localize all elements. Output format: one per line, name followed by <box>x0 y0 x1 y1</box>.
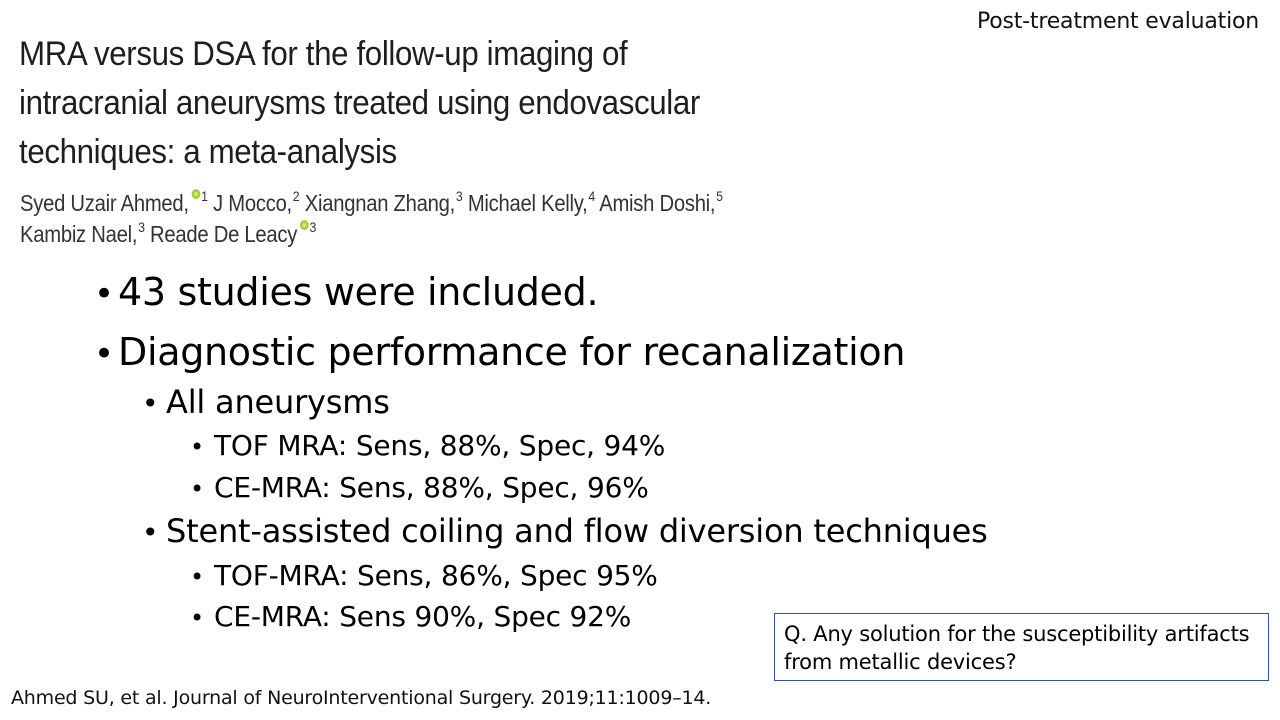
paper-title-line: techniques: a meta-analysis <box>19 133 397 171</box>
orcid-icon <box>300 220 309 230</box>
question-line: Q. Any solution for the susceptibility artifacts <box>784 622 1250 646</box>
bullet-dot: • <box>190 563 204 591</box>
question-line: from metallic devices? <box>784 650 1017 674</box>
question-box <box>774 613 1269 681</box>
author-line <box>20 188 723 219</box>
bullet-dot: • <box>94 334 114 374</box>
bullet-stent-ce <box>190 600 631 633</box>
bullet-text: CE-MRA: Sens 90%, Spec 92% <box>214 600 632 633</box>
bullet-text: Diagnostic performance for recanalization <box>118 330 906 374</box>
bullet-dot: • <box>94 274 114 314</box>
bullet-dot: • <box>190 433 204 461</box>
author-affiliation: 5 <box>716 188 723 204</box>
author-name: Michael Kelly, <box>467 190 588 216</box>
author-affiliation: 2 <box>292 188 300 204</box>
author-affiliation: 3 <box>309 219 317 235</box>
orcid-icon <box>191 189 200 199</box>
author-name: Kambiz Nael, <box>20 221 138 247</box>
bullet-studies <box>94 270 598 314</box>
author-affiliation: 1 <box>201 188 208 204</box>
bullet-performance <box>94 330 905 374</box>
paper-title-line: MRA versus DSA for the follow-up imaging of <box>19 35 628 73</box>
bullet-dot: • <box>190 475 204 503</box>
bullet-text: 43 studies were included. <box>118 270 599 314</box>
bullet-text: CE-MRA: Sens, 88%, Spec, 96% <box>214 471 649 504</box>
bullet-text: TOF-MRA: Sens, 86%, Spec 95% <box>214 559 658 592</box>
bullet-dot: • <box>142 387 159 420</box>
author-affiliation: 3 <box>455 188 463 204</box>
author-list <box>20 188 723 250</box>
bullet-dot: • <box>190 604 204 632</box>
bullet-text: TOF MRA: Sens, 88%, Spec, 94% <box>214 429 666 462</box>
bullet-all-aneurysms <box>142 383 390 421</box>
author-name: J Mocco, <box>213 190 292 216</box>
author-name: Amish Doshi, <box>599 190 716 216</box>
author-name: Syed Uzair Ahmed, <box>20 190 189 216</box>
section-label: Post-treatment evaluation <box>976 9 1259 34</box>
bullet-all-ce <box>190 471 649 504</box>
author-name: Reade De Leacy <box>150 221 298 247</box>
bullet-text: All aneurysms <box>166 383 390 421</box>
paper-title-line: intracranial aneurysms treated using endovascular <box>19 84 700 122</box>
author-line <box>20 219 723 250</box>
bullet-stent <box>142 512 988 550</box>
paper-title <box>19 30 700 177</box>
bullet-all-tof <box>190 429 665 462</box>
bullet-dot: • <box>142 516 159 549</box>
bullet-text: Stent-assisted coiling and flow diversion techniques <box>166 512 988 550</box>
author-affiliation: 4 <box>588 188 595 204</box>
citation: Ahmed SU, et al. Journal of NeuroInterventional Surgery. 2019;11:1009–14. <box>11 687 712 709</box>
author-affiliation: 3 <box>138 219 145 235</box>
author-name: Xiangnan Zhang, <box>304 190 455 216</box>
bullet-stent-tof <box>190 559 658 592</box>
